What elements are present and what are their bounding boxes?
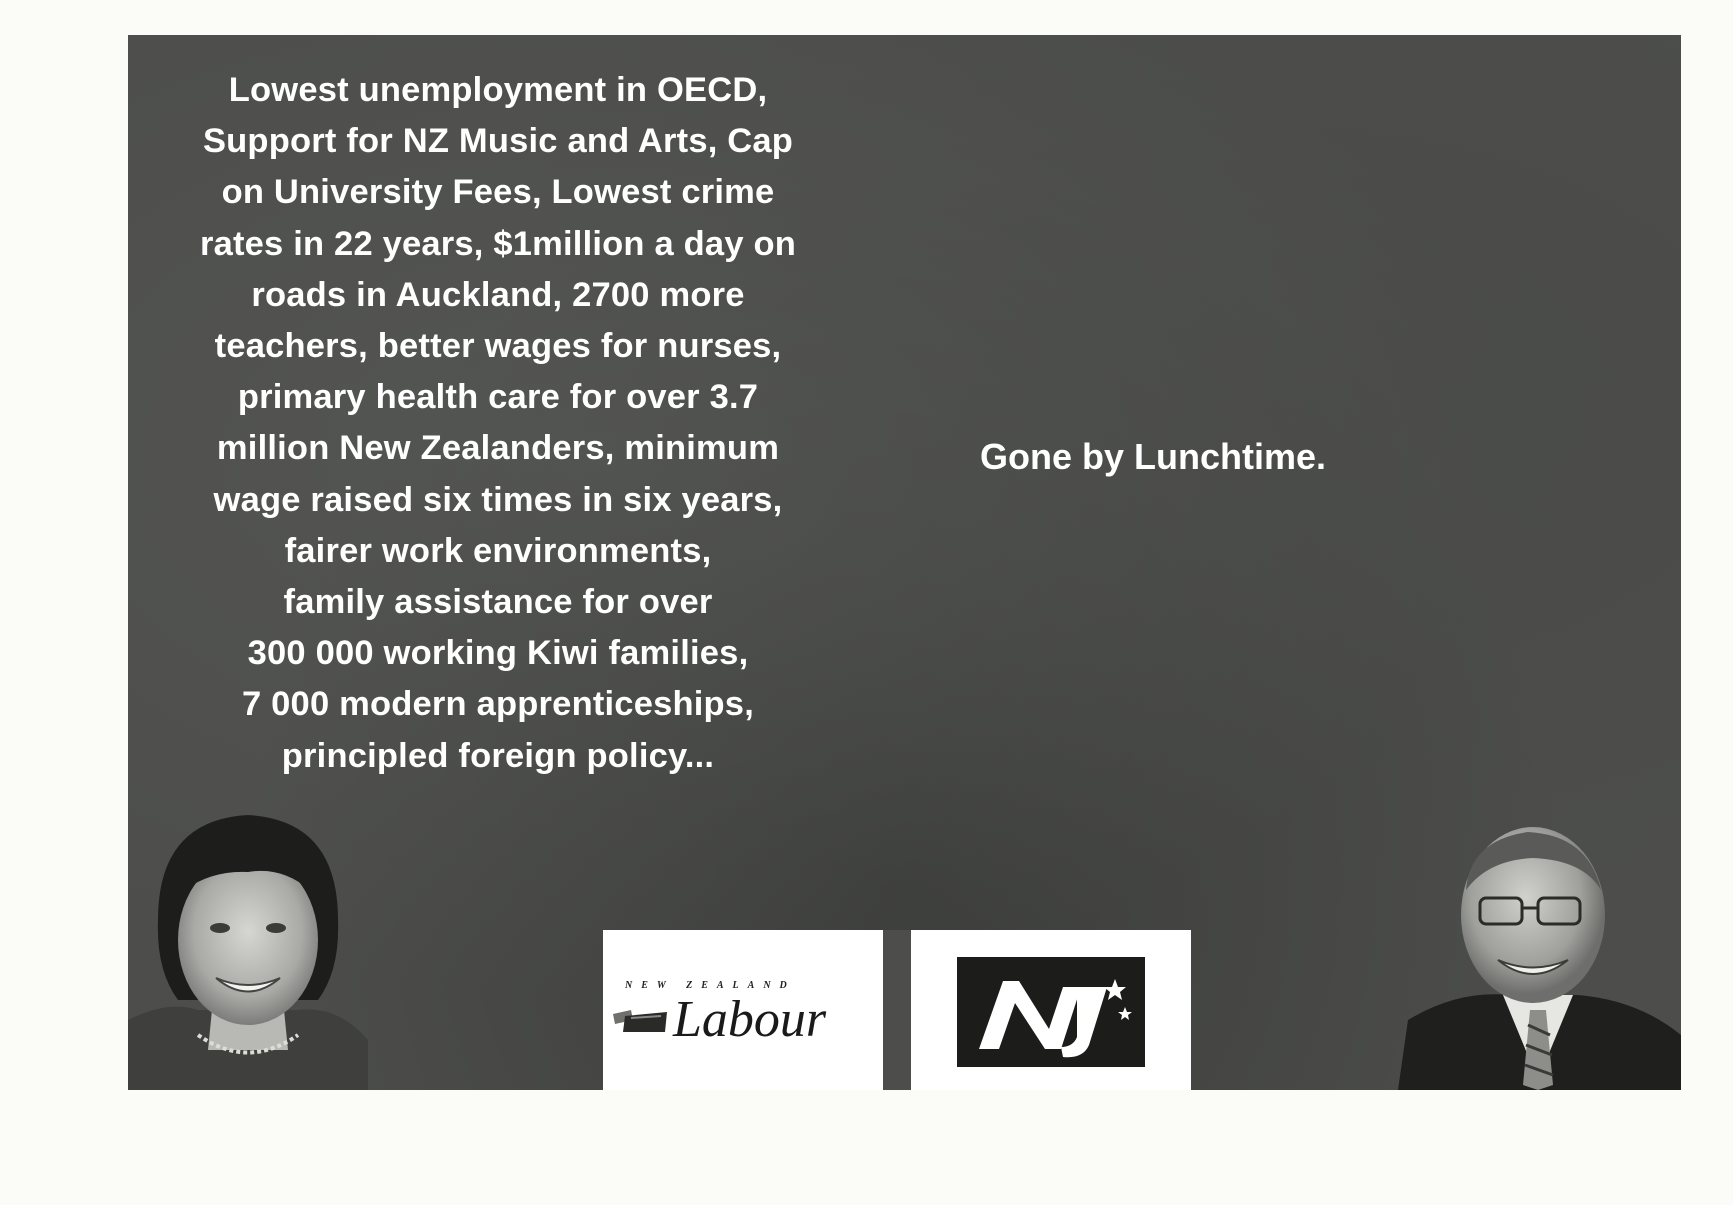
campaign-poster (128, 35, 1681, 1090)
national-party-logo-icon (957, 957, 1145, 1067)
national-logo-box (911, 930, 1191, 1090)
tagline: Gone by Lunchtime. (980, 436, 1327, 477)
labour-logo (603, 930, 883, 1090)
labour-logo-small-text: NEW ZEALAND (625, 980, 796, 991)
achievements-text: Lowest unemployment in OECD, Support for NZ Music and Arts, Cap on University Fees, Lowest crime rates in 22 years, $1million a day on roads in Auckland, 2700 more teachers, better wages for nurses, primary health care for over 3.7 million New Zealanders, minimum wage raised six times in six years, fairer work environments, family assistance for over 300 000 working Kiwi families, 7 000 modern apprenticeships, principled foreign policy... (199, 71, 797, 775)
man-portrait-icon (1398, 820, 1681, 1090)
divider (883, 930, 911, 1090)
labour-logo-word: Labour (673, 991, 827, 1048)
woman-portrait-icon (128, 810, 368, 1090)
labour-flag-icon (611, 1006, 669, 1034)
